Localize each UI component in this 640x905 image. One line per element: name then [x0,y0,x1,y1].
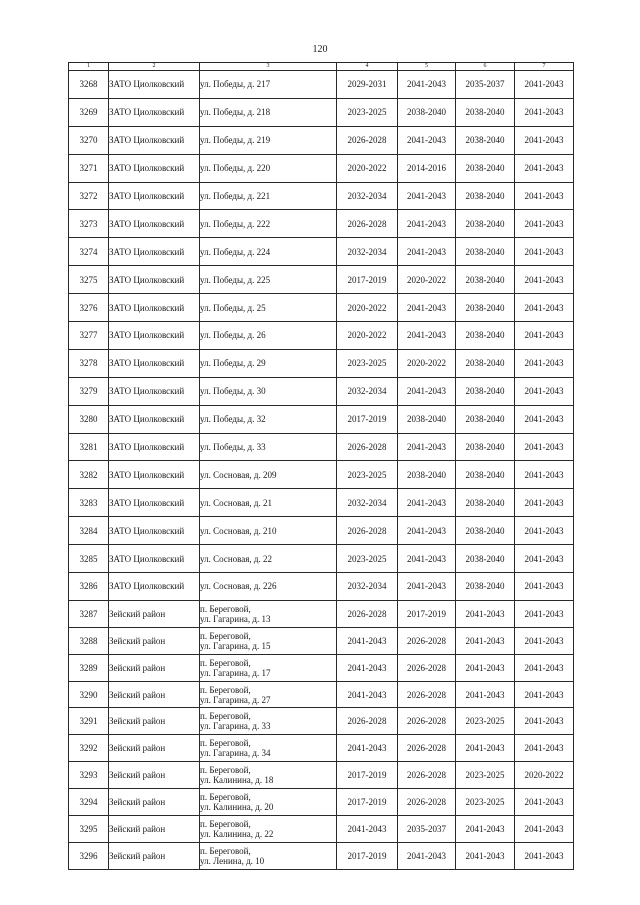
period-col7-cell: 2041-2043 [515,182,574,210]
municipality-cell: ЗАТО Циолковский [109,461,200,489]
period-col4-cell: 2017-2019 [337,842,398,869]
period-col4-cell: 2026-2028 [337,126,398,154]
row-number-cell: 3290 [69,681,109,708]
address-cell [200,238,337,266]
period-col4-cell: 2032-2034 [337,573,398,601]
address-line: ул. Победы, д. 217 [200,79,271,90]
period-col7-cell: 2041-2043 [515,545,574,573]
period-col6-cell: 2038-2040 [456,322,515,350]
address-line: ул. Победы, д. 220 [200,163,271,174]
row-number-cell: 3281 [69,433,109,461]
period-col5-cell: 2026-2028 [398,762,456,789]
municipality-cell: Зейский район [109,842,200,869]
period-col7-cell: 2041-2043 [515,708,574,735]
address-line: п. Береговой, [200,792,251,803]
period-col4-cell: 2032-2034 [337,182,398,210]
period-col7-cell: 2041-2043 [515,789,574,816]
period-col7-cell: 2041-2043 [515,322,574,350]
address-line: ул. Победы, д. 219 [200,135,271,146]
address-cell [200,762,337,789]
address-line: ул. Победы, д. 225 [200,274,271,285]
period-col7-cell: 2041-2043 [515,842,574,869]
municipality-cell: Зейский район [109,681,200,708]
period-col4-cell: 2017-2019 [337,789,398,816]
municipality-cell: ЗАТО Циолковский [109,126,200,154]
period-col4-cell: 2032-2034 [337,489,398,517]
period-col6-cell: 2041-2043 [456,842,515,869]
table-row [69,573,574,601]
address-line: ул. Сосновая, д. 22 [200,553,272,564]
municipality-cell: Зейский район [109,762,200,789]
period-col7-cell: 2041-2043 [515,405,574,433]
period-col4-cell: 2017-2019 [337,405,398,433]
row-number-cell: 3291 [69,708,109,735]
period-col6-cell: 2038-2040 [456,294,515,322]
period-col5-cell: 2020-2022 [398,349,456,377]
municipality-cell: Зейский район [109,627,200,654]
table-row [69,816,574,843]
period-col6-cell: 2038-2040 [456,266,515,294]
period-col6-cell: 2041-2043 [456,735,515,762]
municipality-cell: ЗАТО Циолковский [109,489,200,517]
period-col7-cell: 2041-2043 [515,210,574,238]
period-col6-cell: 2035-2037 [456,71,515,99]
period-col6-cell: 2038-2040 [456,126,515,154]
period-col5-cell: 2041-2043 [398,126,456,154]
row-number-cell: 3272 [69,182,109,210]
municipality-cell: ЗАТО Циолковский [109,98,200,126]
address-line: ул. Гагарина, д. 34 [200,748,271,759]
row-number-cell: 3293 [69,762,109,789]
row-number-cell: 3295 [69,816,109,843]
address-line: ул. Калинина, д. 18 [200,775,274,786]
address-line: ул. Гагарина, д. 15 [200,640,271,651]
address-line: п. Береговой, [200,657,251,668]
column-header: 7 [515,63,574,71]
address-line: п. Береговой, [200,738,251,749]
table-row [69,182,574,210]
address-cell [200,816,337,843]
municipality-cell: Зейский район [109,789,200,816]
column-header: 3 [200,63,337,71]
municipality-cell: ЗАТО Циолковский [109,405,200,433]
period-col7-cell: 2041-2043 [515,154,574,182]
row-number-cell: 3273 [69,210,109,238]
table-row [69,294,574,322]
row-number-cell: 3269 [69,98,109,126]
period-col7-cell: 2041-2043 [515,573,574,601]
period-col6-cell: 2038-2040 [456,210,515,238]
period-col5-cell: 2041-2043 [398,573,456,601]
address-line: п. Береговой, [200,818,251,829]
municipality-cell: ЗАТО Циолковский [109,238,200,266]
period-col6-cell: 2023-2025 [456,762,515,789]
period-col6-cell: 2038-2040 [456,517,515,545]
address-line: п. Береговой, [200,845,251,856]
period-col5-cell: 2041-2043 [398,377,456,405]
municipality-cell: Зейский район [109,816,200,843]
table-row [69,708,574,735]
address-line: ул. Победы, д. 224 [200,246,271,257]
address-cell [200,405,337,433]
address-line: ул. Победы, д. 221 [200,191,271,201]
address-line: ул. Сосновая, д. 210 [200,525,277,536]
address-line: п. Береговой, [200,765,251,776]
period-col4-cell: 2041-2043 [337,816,398,843]
address-line: ул. Победы, д. 222 [200,218,271,229]
period-col5-cell: 2020-2022 [398,266,456,294]
row-number-cell: 3280 [69,405,109,433]
period-col6-cell: 2038-2040 [456,433,515,461]
period-col6-cell: 2038-2040 [456,349,515,377]
period-col4-cell: 2026-2028 [337,433,398,461]
period-col7-cell: 2041-2043 [515,600,574,627]
period-col5-cell: 2041-2043 [398,71,456,99]
period-col5-cell: 2041-2043 [398,210,456,238]
period-col5-cell: 2026-2028 [398,708,456,735]
address-line: ул. Гагарина, д. 27 [200,694,271,705]
row-number-cell: 3283 [69,489,109,517]
table-row [69,238,574,266]
address-line: п. Береговой, [200,711,251,722]
row-number-cell: 3296 [69,842,109,869]
period-col4-cell: 2032-2034 [337,238,398,266]
period-col6-cell: 2038-2040 [456,98,515,126]
period-col4-cell: 2041-2043 [337,681,398,708]
table-row [69,654,574,681]
table-row [69,789,574,816]
row-number-cell: 3292 [69,735,109,762]
address-cell [200,322,337,350]
period-col7-cell: 2041-2043 [515,377,574,405]
municipality-cell: ЗАТО Циолковский [109,266,200,294]
address-line: ул. Победы, д. 26 [200,330,266,341]
address-cell [200,154,337,182]
period-col4-cell: 2032-2034 [337,377,398,405]
row-number-cell: 3287 [69,600,109,627]
table-row [69,517,574,545]
row-number-cell: 3289 [69,654,109,681]
row-number-cell: 3279 [69,377,109,405]
column-header: 5 [398,63,456,71]
municipality-cell: ЗАТО Циолковский [109,210,200,238]
address-cell [200,654,337,681]
period-col7-cell: 2041-2043 [515,433,574,461]
period-col4-cell: 2023-2025 [337,545,398,573]
period-col6-cell: 2038-2040 [456,154,515,182]
address-line: ул. Сосновая, д. 226 [200,581,277,592]
table-row [69,681,574,708]
address-cell [200,489,337,517]
row-number-cell: 3288 [69,627,109,654]
address-line: ул. Калинина, д. 22 [200,828,274,839]
period-col5-cell: 2026-2028 [398,681,456,708]
period-col5-cell: 2041-2043 [398,294,456,322]
period-col5-cell: 2041-2043 [398,842,456,869]
period-col7-cell: 2041-2043 [515,98,574,126]
period-col5-cell: 2041-2043 [398,433,456,461]
table-row [69,126,574,154]
period-col4-cell: 2020-2022 [337,294,398,322]
period-col6-cell: 2041-2043 [456,816,515,843]
municipality-cell: ЗАТО Циолковский [109,294,200,322]
table-row [69,627,574,654]
table-row [69,405,574,433]
municipality-cell: Зейский район [109,708,200,735]
row-number-cell: 3268 [69,71,109,99]
address-cell [200,294,337,322]
period-col7-cell: 2041-2043 [515,294,574,322]
period-col6-cell: 2041-2043 [456,681,515,708]
municipality-cell: ЗАТО Циолковский [109,517,200,545]
period-col5-cell: 2035-2037 [398,816,456,843]
period-col5-cell: 2041-2043 [398,489,456,517]
period-col5-cell: 2014-2016 [398,154,456,182]
period-col4-cell: 2041-2043 [337,627,398,654]
row-number-cell: 3286 [69,573,109,601]
address-line: ул. Победы, д. 25 [200,302,266,313]
period-col6-cell: 2038-2040 [456,238,515,266]
municipality-cell: ЗАТО Циолковский [109,154,200,182]
period-col4-cell: 2026-2028 [337,600,398,627]
page-number: 120 [312,44,328,55]
address-cell [200,573,337,601]
period-col5-cell: 2038-2040 [398,405,456,433]
period-col4-cell: 2041-2043 [337,654,398,681]
address-cell [200,126,337,154]
table-row [69,98,574,126]
municipality-cell: ЗАТО Циолковский [109,349,200,377]
address-cell [200,708,337,735]
address-cell [200,627,337,654]
period-col7-cell: 2041-2043 [515,627,574,654]
address-line: ул. Ленина, д. 10 [200,855,265,866]
address-cell [200,266,337,294]
address-line: ул. Победы, д. 32 [200,414,266,425]
municipality-cell: Зейский район [109,654,200,681]
address-cell [200,182,337,210]
period-col7-cell: 2041-2043 [515,349,574,377]
table-row [69,154,574,182]
address-cell [200,517,337,545]
table-row [69,377,574,405]
table-row [69,735,574,762]
row-number-cell: 3271 [69,154,109,182]
period-col7-cell: 2041-2043 [515,816,574,843]
period-col4-cell: 2026-2028 [337,210,398,238]
table-row [69,210,574,238]
address-line: ул. Победы, д. 218 [200,107,271,118]
period-col7-cell: 2041-2043 [515,71,574,99]
period-col5-cell: 2041-2043 [398,517,456,545]
period-col7-cell: 2041-2043 [515,735,574,762]
period-col7-cell: 2041-2043 [515,517,574,545]
period-col6-cell: 2023-2025 [456,789,515,816]
table-row [69,266,574,294]
period-col5-cell: 2026-2028 [398,735,456,762]
address-cell [200,377,337,405]
period-col6-cell: 2038-2040 [456,377,515,405]
row-number-cell: 3276 [69,294,109,322]
period-col4-cell: 2029-2031 [337,71,398,99]
municipality-cell: ЗАТО Циолковский [109,433,200,461]
table-row [69,489,574,517]
municipality-cell: ЗАТО Циолковский [109,545,200,573]
period-col4-cell: 2026-2028 [337,708,398,735]
address-line: п. Береговой, [200,630,251,641]
row-number-cell: 3275 [69,266,109,294]
row-number-cell: 3285 [69,545,109,573]
period-col4-cell: 2041-2043 [337,735,398,762]
address-line: ул. Победы, д. 29 [200,358,266,369]
period-col5-cell: 2017-2019 [398,600,456,627]
period-col4-cell: 2017-2019 [337,266,398,294]
row-number-cell: 3284 [69,517,109,545]
table-row [69,349,574,377]
period-col7-cell: 2020-2022 [515,762,574,789]
address-line: ул. Победы, д. 30 [200,386,266,397]
table-row [69,433,574,461]
period-col5-cell: 2041-2043 [398,545,456,573]
period-col4-cell: 2023-2025 [337,461,398,489]
period-col5-cell: 2041-2043 [398,322,456,350]
municipality-cell: ЗАТО Циолковский [109,71,200,99]
table-body [69,63,574,870]
municipality-cell: ЗАТО Циолковский [109,182,200,210]
address-line: ул. Калинина, д. 20 [200,802,274,813]
table-row [69,762,574,789]
period-col7-cell: 2041-2043 [515,126,574,154]
address-cell [200,842,337,869]
period-col4-cell: 2020-2022 [337,154,398,182]
column-header: 2 [109,63,200,71]
period-col6-cell: 2038-2040 [456,182,515,210]
address-cell [200,433,337,461]
period-col6-cell: 2023-2025 [456,708,515,735]
municipality-cell: Зейский район [109,735,200,762]
table-row [69,71,574,99]
column-header: 1 [69,63,109,71]
period-col5-cell: 2041-2043 [398,238,456,266]
table-row [69,545,574,573]
period-col4-cell: 2023-2025 [337,349,398,377]
address-cell [200,545,337,573]
address-line: ул. Гагарина, д. 13 [200,613,271,624]
table-row [69,842,574,869]
row-number-cell: 3278 [69,349,109,377]
row-number-cell: 3277 [69,322,109,350]
address-cell [200,600,337,627]
municipality-cell: ЗАТО Циолковский [109,322,200,350]
address-line: ул. Сосновая, д. 209 [200,469,277,480]
period-col5-cell: 2026-2028 [398,627,456,654]
address-cell [200,681,337,708]
address-cell [200,349,337,377]
period-col6-cell: 2041-2043 [456,627,515,654]
period-col7-cell: 2041-2043 [515,681,574,708]
period-col6-cell: 2038-2040 [456,461,515,489]
period-col7-cell: 2041-2043 [515,266,574,294]
period-col4-cell: 2017-2019 [337,762,398,789]
row-number-cell: 3274 [69,238,109,266]
housing-repair-schedule-table [68,62,574,870]
period-col4-cell: 2020-2022 [337,322,398,350]
period-col6-cell: 2038-2040 [456,405,515,433]
column-header: 4 [337,63,398,71]
period-col6-cell: 2038-2040 [456,573,515,601]
period-col7-cell: 2041-2043 [515,489,574,517]
period-col6-cell: 2038-2040 [456,489,515,517]
municipality-cell: ЗАТО Циолковский [109,573,200,601]
period-col7-cell: 2041-2043 [515,654,574,681]
period-col5-cell: 2026-2028 [398,789,456,816]
address-line: ул. Гагарина, д. 33 [200,721,271,732]
municipality-cell: ЗАТО Циолковский [109,377,200,405]
address-cell [200,71,337,99]
period-col5-cell: 2038-2040 [398,461,456,489]
period-col7-cell: 2041-2043 [515,461,574,489]
address-line: ул. Сосновая, д. 21 [200,497,272,508]
address-cell [200,789,337,816]
address-line: ул. Победы, д. 33 [200,442,266,453]
period-col4-cell: 2026-2028 [337,517,398,545]
row-number-cell: 3270 [69,126,109,154]
column-header: 6 [456,63,515,71]
row-number-cell: 3294 [69,789,109,816]
period-col5-cell: 2038-2040 [398,98,456,126]
address-line: п. Береговой, [200,684,251,695]
address-cell [200,210,337,238]
period-col6-cell: 2041-2043 [456,600,515,627]
row-number-cell: 3282 [69,461,109,489]
period-col6-cell: 2038-2040 [456,545,515,573]
period-col6-cell: 2041-2043 [456,654,515,681]
table-row [69,322,574,350]
period-col5-cell: 2041-2043 [398,182,456,210]
address-cell [200,461,337,489]
address-cell [200,98,337,126]
period-col7-cell: 2041-2043 [515,238,574,266]
period-col5-cell: 2026-2028 [398,654,456,681]
address-line: ул. Гагарина, д. 17 [200,667,271,678]
period-col4-cell: 2023-2025 [337,98,398,126]
address-cell [200,735,337,762]
table-row [69,461,574,489]
table-row [69,600,574,627]
column-number-row [69,63,574,71]
address-line: п. Береговой, [200,603,251,614]
municipality-cell: Зейский район [109,600,200,627]
